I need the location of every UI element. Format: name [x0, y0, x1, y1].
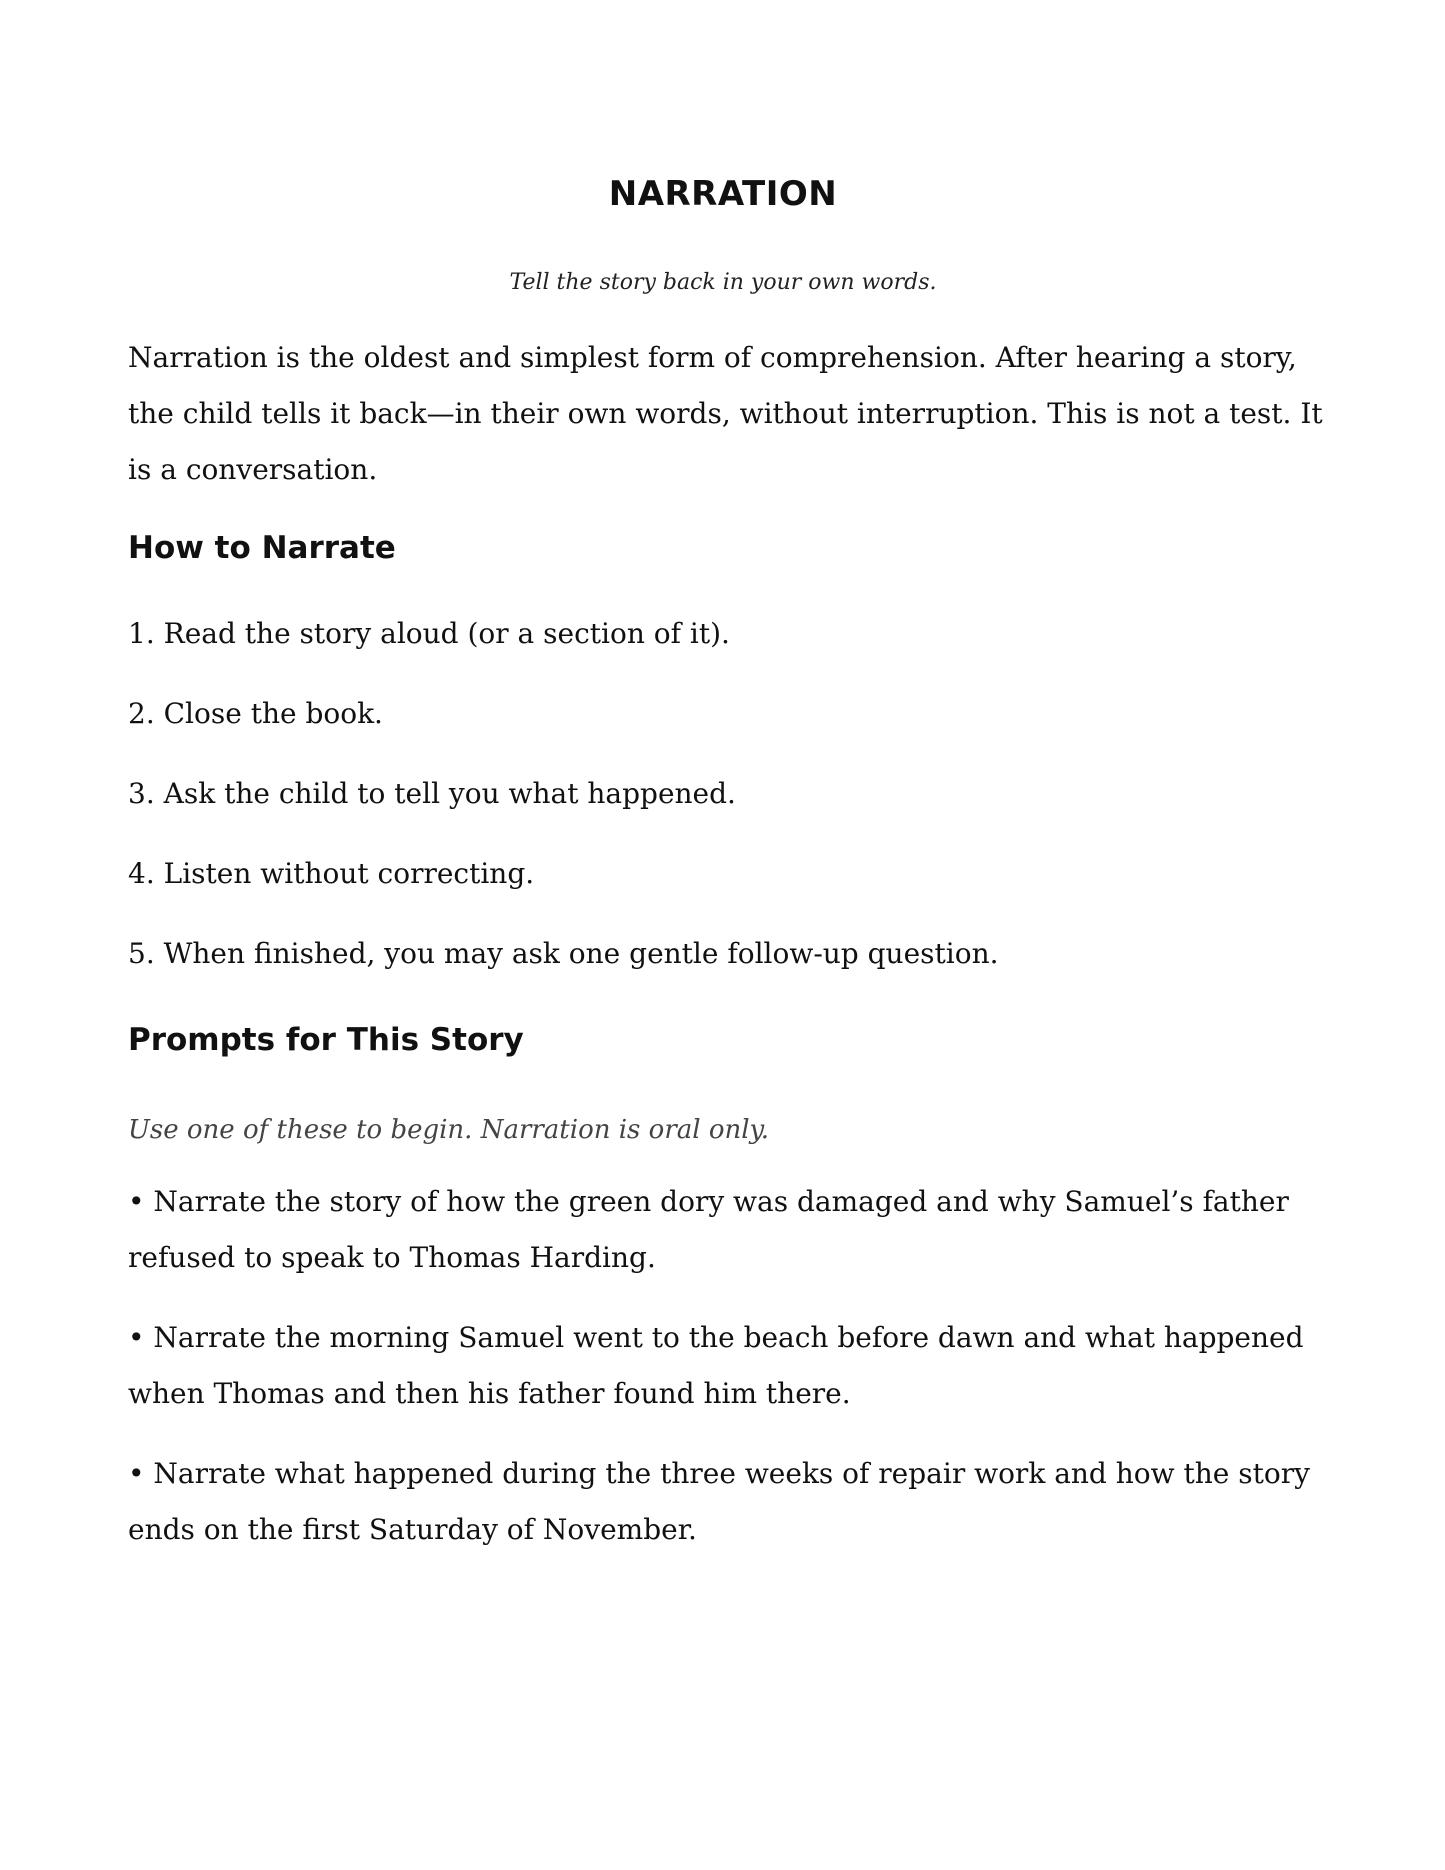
prompt-item: • Narrate the morning Samuel went to the beach before dawn and what happened when Thomas and then his father found him there.	[128, 1321, 1304, 1410]
intro-paragraph: Narration is the oldest and simplest form of comprehension. After hearing a story, the child tells it back—in their own words, without interruption. This is not a test. It is a conversation.	[128, 341, 1323, 486]
prompts-note: Use one of these to begin. Narration is oral only.	[128, 1115, 770, 1145]
page-subtitle: Tell the story back in your own words.	[509, 270, 937, 295]
step-item: 4. Listen without correcting.	[128, 857, 535, 890]
step-item: 2. Close the book.	[128, 697, 383, 730]
step-item: 1. Read the story aloud (or a section of it).	[128, 617, 730, 650]
page-title: NARRATION	[608, 174, 838, 214]
prompt-item: • Narrate what happened during the three weeks of repair work and how the story ends on the first Saturday of November.	[128, 1457, 1310, 1546]
how-to-narrate-heading: How to Narrate	[128, 530, 396, 566]
step-item: 3. Ask the child to tell you what happened.	[128, 777, 736, 810]
step-item: 5. When finished, you may ask one gentle follow-up question.	[128, 937, 999, 970]
prompts-heading: Prompts for This Story	[128, 1022, 524, 1058]
prompt-item: • Narrate the story of how the green dory was damaged and why Samuel’s father refused to speak to Thomas Harding.	[128, 1185, 1289, 1274]
